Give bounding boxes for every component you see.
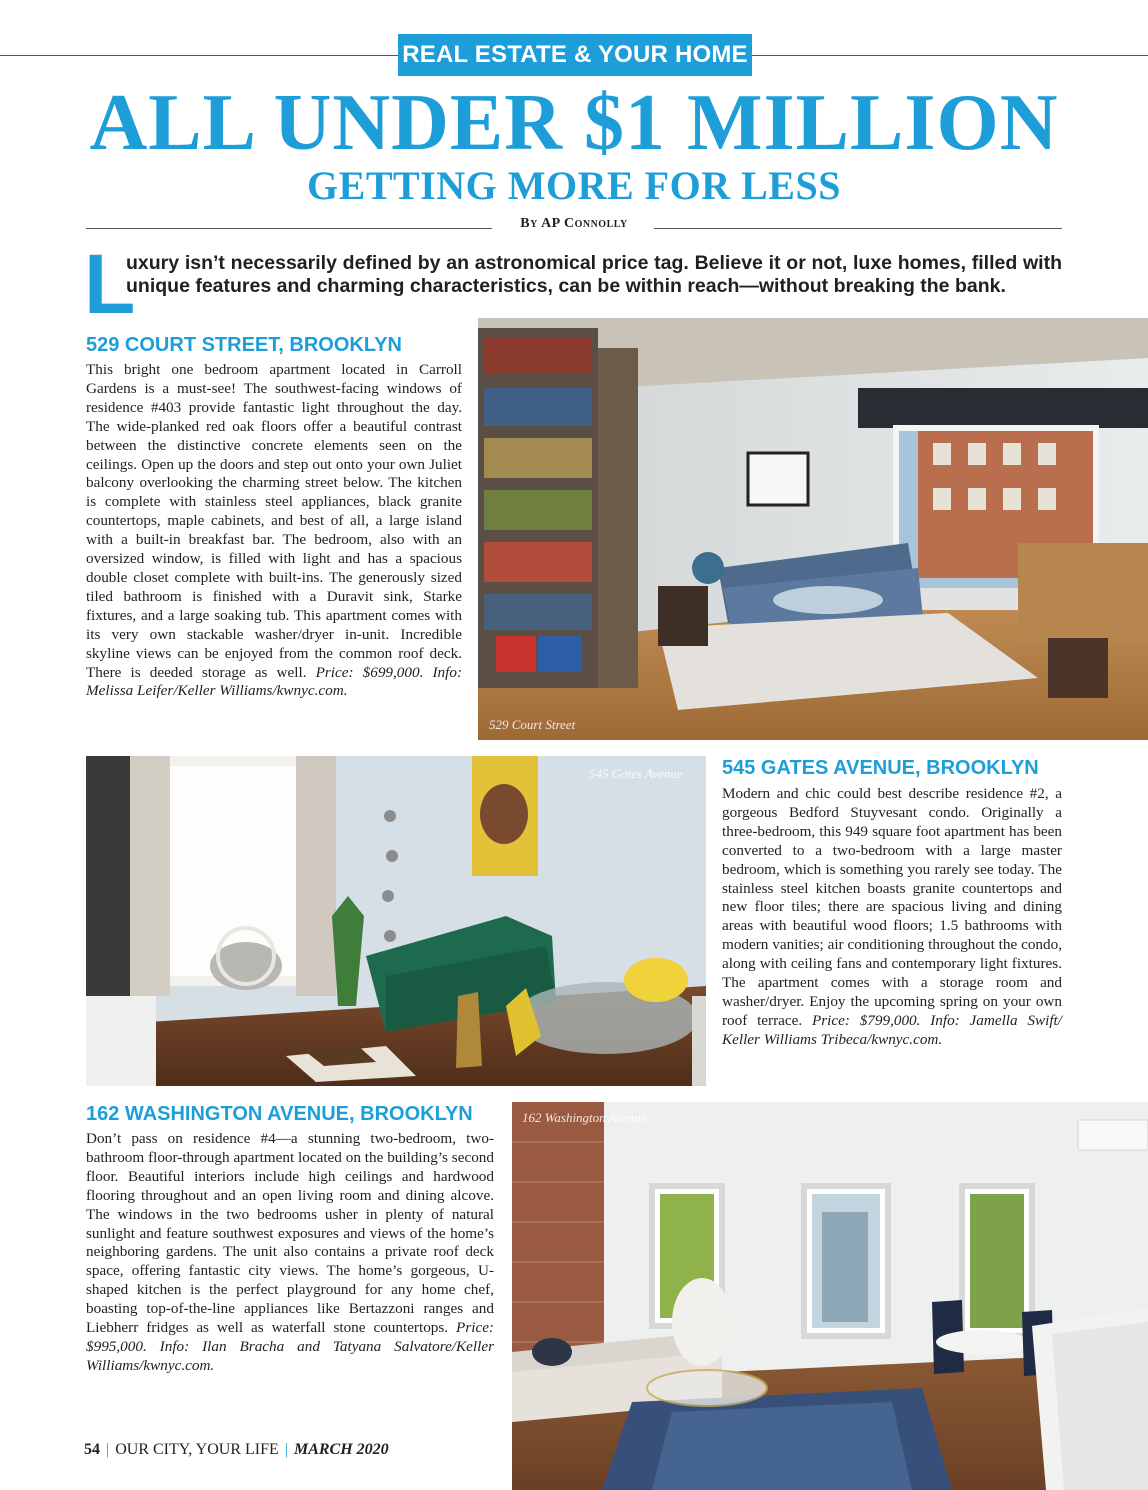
listing-body-washington-avenue [86, 1130, 494, 1376]
header-rule-right [752, 55, 1148, 56]
listing-info: Price: $995,000. Info: Ilan Bracha and Tatyana Salvatore/Keller Williams/kwnyc.com. [86, 1319, 494, 1374]
listing-body-text: Modern and chic could best describe residence #2, a gorgeous Bedford Stuyvesant condo. Originally a three-bedroom, this 949 square foot apartment has been converted to a two-bedroom with a large master bedroom, which is something you rarely see today. The stainless steel kitchen boasts granite countertops and new floor tiles; there are spacious living and dining areas with beautiful wood floors; 1.5 bathrooms with modern vanities; air conditioning throughout the condo, along with ceiling fans and contemporary light fixtures. The apartment comes with a storage room and washer/dryer. Enjoy the upcoming spring on your own roof terrace. [722, 785, 1062, 1029]
listing-body-gates-avenue [722, 785, 1062, 1050]
listing-body-text: Don’t pass on residence #4—a stunning two-bedroom, two-bathroom floor-through apartment located on the building’s second floor. Beautiful interiors include high ceilings and hardwood flooring throughout and an open living room and dining alcove. The windows in the two bedrooms usher in plenty of natural sunlight and feature southwest exposures and views of the home’s neighboring gardens. The unit also contains a private roof deck space, offering fantastic city views. The home’s gorgeous, U-shaped kitchen is the perfect playground for any home chef, boasting top-of-the-line appliances like Bertazzoni ranges and Liebherr fridges as well as waterfall stone countertops. [86, 1130, 494, 1337]
lede-text: uxury isn’t necessarily defined by an astronomical price tag. Believe it or not, luxe homes, filled with unique features and charming characteristics, can be within reach—without breaking the bank. [126, 252, 1062, 297]
listing-info: Price: $699,000. Info: Melissa Leifer/Keller Williams/kwnyc.com. [86, 663, 463, 700]
photo-caption-gates-avenue: 545 Gates Avenue [589, 766, 683, 781]
header-rule-left [0, 55, 398, 56]
photo-court-street [478, 318, 1148, 740]
photo-washington-avenue [512, 1102, 1148, 1490]
listing-body-text: This bright one bedroom apartment located in Carroll Gardens is a must-see! The southwest-facing windows of residence #403 provide fantastic light throughout the day. The wide-planked red oak floors offer a beautiful contrast between the distinctive concrete elements seen on the ceilings. Open up the doors and step out onto your own Juliet balcony overlooking the charming street below. The kitchen is complete with stainless steel appliances, black granite countertops, maple cabinets, and best of all, a large island with a built-in breakfast bar. The bedroom, also with an oversized window, is filled with light and has a spacious double closet complete with built-ins. The generously sized tiled bathroom is finished with a Duravit sink, Starke fixtures, and a large soaking tub. This apartment comes with its very own stackable washer/dryer in-unit. Incredible skyline views can be enjoyed from the common roof deck. There is deeded storage as well. [86, 361, 462, 681]
footer-separator: | [106, 1441, 110, 1458]
byline: By AP Connolly [520, 216, 628, 231]
headline: ALL UNDER $1 MILLION [89, 79, 1059, 167]
lede-dropcap: L [84, 237, 136, 331]
photo-caption-court-street: 529 Court Street [489, 717, 576, 732]
listing-body-court-street [86, 361, 462, 701]
listing-title-washington-avenue: 162 WASHINGTON AVENUE, BROOKLYN [86, 1103, 473, 1125]
issue-date: MARCH 2020 [293, 1441, 389, 1458]
subheadline: GETTING MORE FOR LESS [307, 163, 841, 208]
publication-name: OUR CITY, YOUR LIFE [115, 1441, 279, 1458]
photo-caption-washington-avenue: 162 Washington Avenue [522, 1110, 647, 1125]
page-number: 54 [84, 1441, 100, 1458]
byline-rule-left [86, 228, 492, 229]
bright-living-room-image [512, 1102, 1148, 1490]
section-tag: REAL ESTATE & YOUR HOME [398, 34, 752, 76]
green-sofa-living-room-image [86, 756, 706, 1086]
listing-title-court-street: 529 COURT STREET, BROOKLYN [86, 334, 402, 356]
listing-info: Price: $799,000. Info: Jamella Swift/ Keller Williams Tribeca/kwnyc.com. [722, 1011, 1062, 1048]
byline-rule-right [654, 228, 1062, 229]
living-room-image [478, 318, 1148, 740]
page-footer [84, 1440, 389, 1460]
photo-gates-avenue [86, 756, 706, 1086]
listing-title-gates-avenue: 545 GATES AVENUE, BROOKLYN [722, 757, 1039, 779]
footer-separator: | [284, 1441, 288, 1458]
